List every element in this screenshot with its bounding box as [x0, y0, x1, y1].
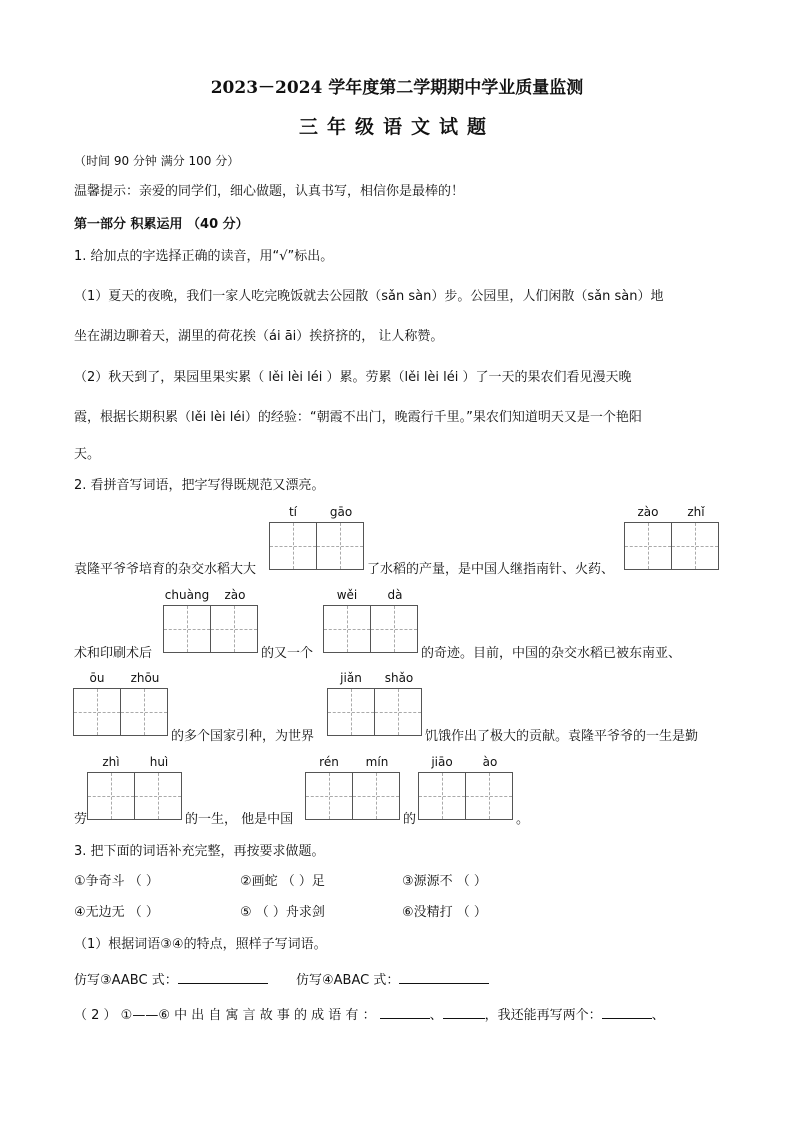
pinyin-gao: gāo	[329, 505, 353, 519]
writing-box-chuangzao[interactable]	[163, 605, 257, 653]
fable-idiom-blank-1[interactable]	[380, 1006, 430, 1019]
fangxie-abac	[296, 969, 489, 988]
pinyin-shao: shǎo	[384, 671, 414, 685]
q2-text-1: 袁隆平爷爷培育的杂交水稻大大	[74, 562, 257, 577]
q1-s2-line3: 天。	[74, 447, 101, 462]
q2-text-11: 。	[516, 812, 530, 827]
pinyin-ti: tí	[288, 505, 298, 519]
writing-box-zaozhi[interactable]	[624, 522, 718, 570]
exam-title: 2023－2024 学年度第二学期期中学业质量监测	[210, 78, 584, 98]
pinyin-jian: jiǎn	[340, 671, 362, 685]
q2-text-2: 了水稻的产量，是中国人继指南针、火药、	[367, 562, 615, 577]
q1-prompt: 1. 给加点的字选择正确的读音，用“√”标出。	[74, 249, 334, 264]
pinyin-zhi2: zhì	[102, 755, 120, 769]
q2-prompt: 2. 看拼音写词语，把字写得既规范又漂亮。	[74, 478, 325, 493]
q3-sub2-label-2: ，我还能再写两个：	[484, 1008, 602, 1023]
q2-text-10: 的	[403, 812, 417, 827]
writing-box-zhihui[interactable]	[87, 772, 181, 820]
pinyin-zhi: zhǐ	[687, 505, 705, 519]
q3-item-6: ⑥没精打 （ ）	[402, 905, 487, 920]
q1-s1-line2: 坐在湖边聊着天，湖里的荷花挨（ái āi）挨挤挤的， 让人称赞。	[74, 329, 444, 344]
fangxie-aabc-blank[interactable]	[178, 971, 268, 984]
q3-sub2-label: （ 2 ） ①——⑥ 中 出 自 寓 言 故 事 的 成 语 有 ：	[74, 1008, 376, 1023]
q2-text-8: 劳	[74, 812, 88, 827]
q3-item-1: ①争奇斗 （ ）	[74, 874, 159, 889]
q3-sub2	[74, 1004, 665, 1023]
pinyin-chuang: chuàng	[164, 588, 210, 602]
pinyin-zao2: zào	[224, 588, 246, 602]
q3-sub1: （1）根据词语③④的特点，照样子写词语。	[74, 937, 327, 952]
q2-text-6: 的多个国家引种，为世界	[171, 729, 315, 744]
tip: 温馨提示：亲爱的同学们，细心做题，认真书写，相信你是最棒的！	[74, 184, 465, 199]
q3-prompt: 3. 把下面的词语补充完整，再按要求做题。	[74, 844, 325, 859]
pinyin-ou: ōu	[89, 671, 105, 685]
q2-text-3: 术和印刷术后	[74, 646, 153, 661]
writing-box-jiaoao[interactable]	[418, 772, 512, 820]
extra-idiom-blank-1[interactable]	[602, 1006, 652, 1019]
pinyin-hui: huì	[149, 755, 169, 769]
q2-text-7: 饥饿作出了极大的贡献。袁隆平爷爷的一生是勤	[425, 729, 699, 744]
writing-box-renmin[interactable]	[305, 772, 399, 820]
pinyin-da: dà	[387, 588, 403, 602]
q3-sub2-sep-2: 、	[651, 1008, 665, 1023]
pinyin-ren: rén	[319, 755, 339, 769]
fable-idiom-blank-2[interactable]	[443, 1006, 485, 1019]
time-info: （时间 90 分钟 满分 100 分）	[74, 154, 240, 168]
q2-text-5: 的奇迹。目前，中国的杂交水稻已被东南亚、	[421, 646, 682, 661]
exam-subtitle: 三年级语文试题	[298, 116, 495, 138]
fangxie-aabc	[74, 969, 268, 988]
fangxie-abac-blank[interactable]	[399, 971, 489, 984]
q1-s2-line2: 霞，根据长期积累（lěi lèi léi）的经验：“朝霞不出门，晚霞行千里。”果农们知道明天又是一个艳阳	[74, 410, 642, 425]
writing-box-tigao[interactable]	[269, 522, 363, 570]
writing-box-ouzhou[interactable]	[73, 688, 167, 736]
fangxie-aabc-label: 仿写③AABC 式：	[74, 973, 178, 988]
q1-s2-line1: （2）秋天到了，果园里果实累（ lěi lèi léi ）累。劳累（lěi lèi léi ）了一天的果农们看见漫天晚	[74, 370, 632, 385]
fangxie-abac-label: 仿写④ABAC 式：	[296, 973, 400, 988]
pinyin-zhou: zhōu	[130, 671, 160, 685]
q1-s1-line1: （1）夏天的夜晚，我们一家人吃完晚饭就去公园散（sǎn sàn）步。公园里，人们闲散（sǎn sàn）地	[74, 289, 664, 304]
q2-text-9: 的一生， 他是中国	[185, 812, 294, 827]
pinyin-jiao: jiāo	[431, 755, 453, 769]
q3-item-2: ②画蛇 （ ）足	[240, 874, 325, 889]
q3-item-4: ④无边无 （ ）	[74, 905, 159, 920]
q3-item-3: ③源源不 （ ）	[402, 874, 487, 889]
pinyin-ao: ào	[482, 755, 498, 769]
q3-item-5: ⑤ （ ）舟求剑	[240, 905, 325, 920]
pinyin-zao: zào	[637, 505, 659, 519]
pinyin-wei: wěi	[336, 588, 358, 602]
q3-sub2-sep: 、	[429, 1008, 443, 1023]
part1-heading: 第一部分 积累运用 （40 分）	[74, 217, 249, 232]
pinyin-min: mín	[365, 755, 389, 769]
writing-box-jianshao[interactable]	[327, 688, 421, 736]
q2-text-4: 的又一个	[261, 646, 314, 661]
writing-box-weida[interactable]	[323, 605, 417, 653]
